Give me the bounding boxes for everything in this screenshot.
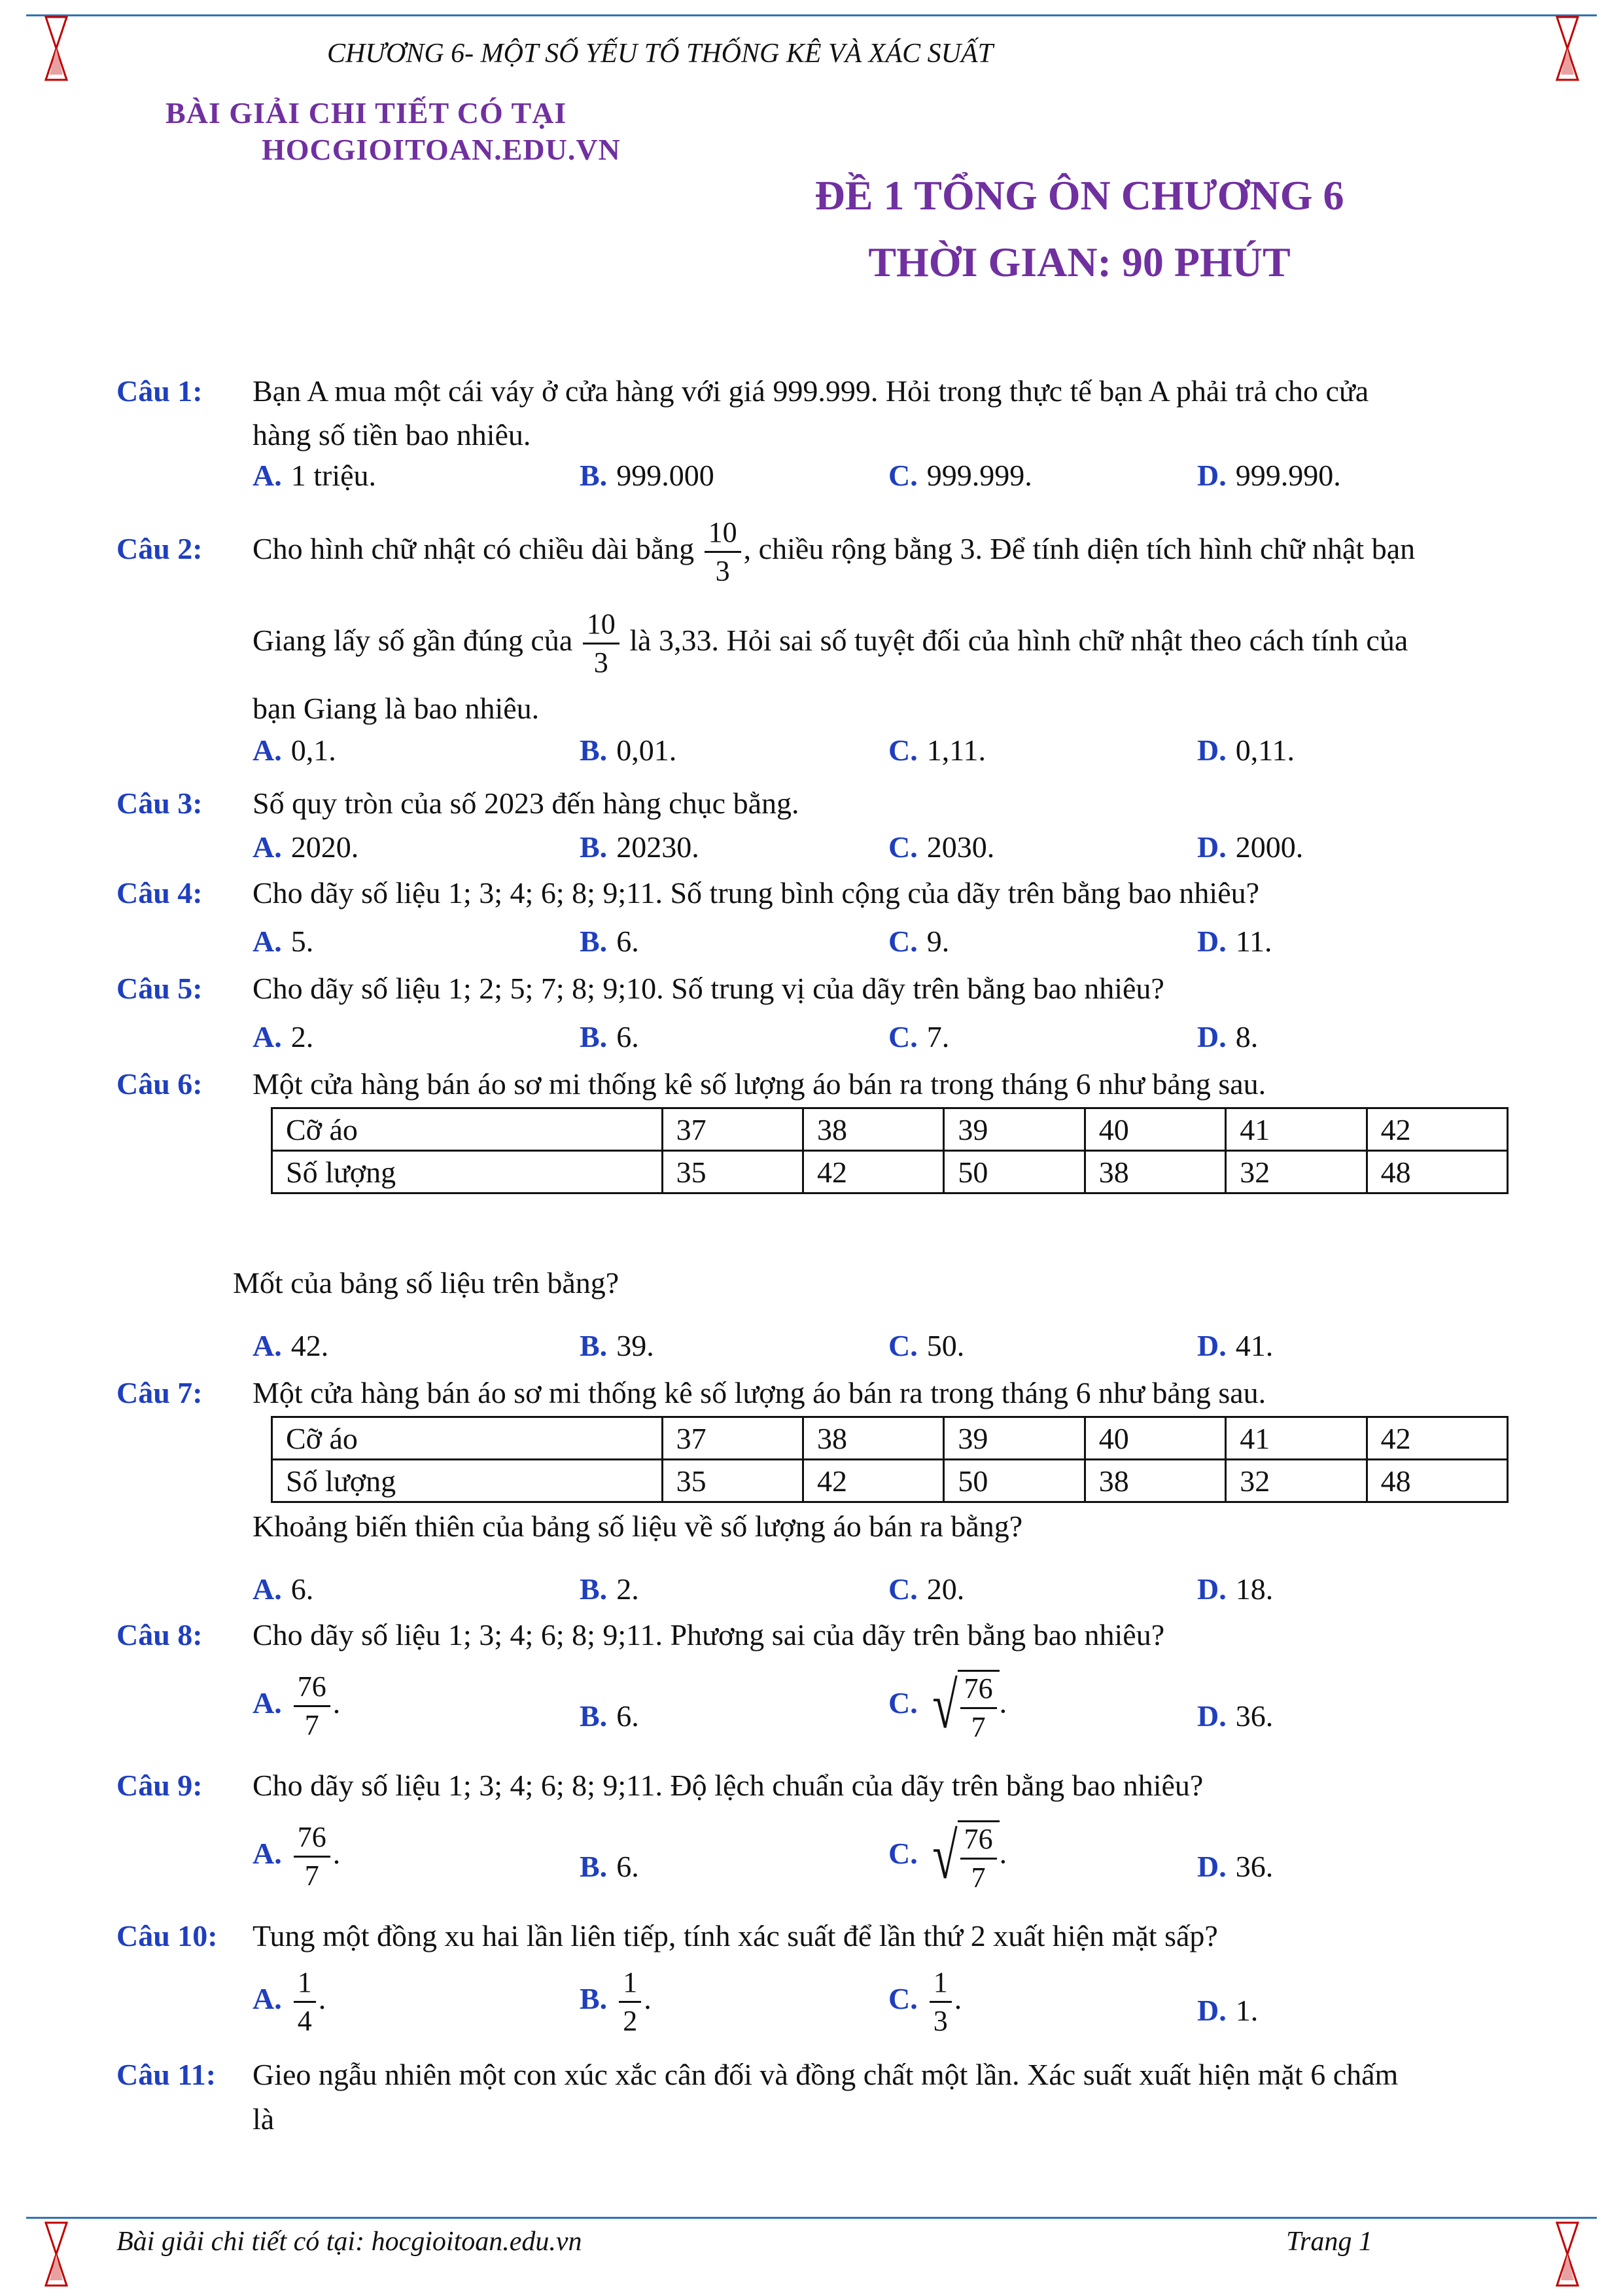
q4-option-d[interactable]: D. 11. (1197, 925, 1272, 958)
table-cell: 41 (1226, 1108, 1367, 1151)
table-cell: 37 (662, 1417, 803, 1460)
q6-option-b[interactable]: B. 39. (580, 1329, 654, 1362)
q8-option-a[interactable]: A. $\frac{76}{7}$ . (253, 1670, 341, 1741)
table-cell: 42 (803, 1460, 944, 1502)
table-cell: 50 (944, 1460, 1085, 1502)
q8-option-d[interactable]: D. 36. (1197, 1699, 1274, 1733)
q4-option-a[interactable]: A. 5. (253, 925, 314, 958)
q7-option-d[interactable]: D. 18. (1197, 1572, 1274, 1606)
q7-option-c[interactable]: C. 20. (888, 1572, 965, 1606)
question-3-label: Câu 3: (116, 786, 203, 820)
table-row (272, 1460, 1508, 1502)
table-cell: 38 (803, 1417, 944, 1460)
question-2-line-2: Giang lấy số gần đúng của $\frac{10}{3}$ là 3,33. Hỏi sai số tuyệt đối của hình chữ nhật theo cách tính của (253, 607, 1408, 679)
q10-option-c[interactable]: C. $\frac{1}{3}$ . (888, 1966, 962, 2037)
table-cell: 42 (1367, 1108, 1507, 1151)
q2-option-d[interactable]: D. 0,11. (1197, 733, 1295, 767)
q3-option-c[interactable]: C. 2030. (888, 830, 995, 864)
q8-option-c[interactable]: C. √ $\frac{76}{7}$ . (888, 1669, 1007, 1743)
q9-option-a[interactable]: A. $\frac{76}{7}$ . (253, 1821, 341, 1892)
q5-option-d[interactable]: D. 8. (1197, 1020, 1259, 1053)
question-2-line-1: Cho hình chữ nhật có chiều dài bằng $\frac{10}{3}$ , chiều rộng bằng 3. Để tính diện tích hình chữ nhật bạn (253, 516, 1416, 587)
q1-option-c[interactable]: C. 999.999. (888, 459, 1032, 492)
question-7-table (271, 1416, 1509, 1503)
q5-option-c[interactable]: C. 7. (888, 1020, 950, 1053)
q4-option-c[interactable]: C. 9. (888, 925, 950, 958)
table-cell: 42 (1367, 1417, 1507, 1460)
question-4-label: Câu 4: (116, 876, 203, 910)
fraction: $\frac{1}{4}$ (294, 1968, 316, 2036)
solution-line-2[interactable]: HOCGIOITOAN.EDU.VN (262, 133, 621, 166)
fraction: $\frac{1}{3}$ (930, 1968, 952, 2036)
table-cell: 41 (1226, 1417, 1367, 1460)
q7-option-b[interactable]: B. 2. (580, 1572, 639, 1606)
q10-option-d[interactable]: D. 1. (1197, 1994, 1259, 2027)
q3-option-a[interactable]: A. 2020. (253, 830, 359, 864)
q2-option-b[interactable]: B. 0,01. (580, 733, 677, 767)
question-11-label: Câu 11: (116, 2058, 217, 2091)
table-cell: 48 (1367, 1460, 1507, 1502)
q1-option-b[interactable]: B. 999.000 (580, 459, 714, 492)
question-6-prompt: Mốt của bảng số liệu trên bằng? (233, 1266, 620, 1299)
question-3-text: Số quy tròn của số 2023 đến hàng chục bằng. (253, 786, 799, 820)
question-2-line-3: bạn Giang là bao nhiêu. (253, 692, 540, 725)
exam-duration: THỜI GIAN: 90 PHÚT (868, 239, 1291, 285)
q10-option-b[interactable]: B. $\frac{1}{2}$ . (580, 1966, 652, 2037)
table-cell: 38 (1085, 1460, 1225, 1502)
question-7-text: Một cửa hàng bán áo sơ mi thống kê số lượng áo bán ra trong tháng 6 như bảng sau. (253, 1376, 1266, 1409)
solution-line-1: BÀI GIẢI CHI TIẾT CÓ TẠI (166, 96, 567, 130)
page-number: Trang 1 (1286, 2227, 1372, 2257)
q9-option-d[interactable]: D. 36. (1197, 1850, 1274, 1883)
question-9-label: Câu 9: (116, 1769, 203, 1802)
question-10-text: Tung một đồng xu hai lần liên tiếp, tính xác suất để lần thứ 2 xuất hiện mặt sấp? (253, 1919, 1218, 1952)
q3-option-d[interactable]: D. 2000. (1197, 830, 1304, 864)
table-cell: 32 (1226, 1151, 1367, 1193)
table-cell: 32 (1226, 1460, 1367, 1502)
table-cell: Số lượng (272, 1151, 663, 1193)
question-5-label: Câu 5: (116, 972, 203, 1005)
question-6-table (271, 1107, 1509, 1194)
q9-option-b[interactable]: B. 6. (580, 1850, 639, 1883)
question-7-label: Câu 7: (116, 1376, 203, 1409)
exam-title: ĐỀ 1 TỔNG ÔN CHƯƠNG 6 (814, 172, 1344, 219)
question-4-text: Cho dãy số liệu 1; 3; 4; 6; 8; 9;11. Số trung bình cộng của dãy trên bằng bao nhiêu? (253, 876, 1260, 910)
table-cell: 40 (1085, 1108, 1225, 1151)
square-root: √ $\frac{76}{7}$ (927, 1820, 1000, 1892)
chapter-header: CHƯƠNG 6- MỘT SỐ YẾU TỐ THỐNG KÊ VÀ XÁC SUẤT (327, 39, 993, 69)
q1-option-a[interactable]: A. 1 triệu. (253, 459, 377, 492)
question-6-label: Câu 6: (116, 1067, 203, 1101)
q5-option-b[interactable]: B. 6. (580, 1020, 639, 1053)
q2-option-a[interactable]: A. 0,1. (253, 733, 336, 767)
fraction-10-3: $\frac{10}{3}$ (705, 518, 741, 586)
q7-option-a[interactable]: A. 6. (253, 1572, 314, 1606)
footer-link[interactable]: Bài giải chi tiết có tại: hocgioitoan.edu.vn (116, 2227, 582, 2257)
q4-option-b[interactable]: B. 6. (580, 925, 639, 958)
table-cell: 50 (944, 1151, 1085, 1193)
q3-option-b[interactable]: B. 20230. (580, 830, 699, 864)
table-row (272, 1151, 1508, 1193)
q6-option-a[interactable]: A. 42. (253, 1329, 329, 1362)
q6-option-d[interactable]: D. 41. (1197, 1329, 1274, 1362)
bottom-left-ornament (43, 2221, 69, 2287)
table-cell: 40 (1085, 1417, 1225, 1460)
question-11-text-cont: là (253, 2102, 275, 2136)
table-cell: Cỡ áo (272, 1108, 663, 1151)
table-cell: 35 (662, 1460, 803, 1502)
question-6-text: Một cửa hàng bán áo sơ mi thống kê số lượng áo bán ra trong tháng 6 như bảng sau. (253, 1067, 1266, 1101)
top-right-ornament (1554, 16, 1580, 81)
table-cell: 38 (1085, 1151, 1225, 1193)
fraction: $\frac{1}{2}$ (619, 1968, 641, 2036)
top-rule (26, 14, 1597, 16)
question-9-text: Cho dãy số liệu 1; 3; 4; 6; 8; 9;11. Độ lệch chuẩn của dãy trên bằng bao nhiêu? (253, 1769, 1204, 1802)
table-cell: 39 (944, 1108, 1085, 1151)
table-cell: 42 (803, 1151, 944, 1193)
table-cell: Số lượng (272, 1460, 663, 1502)
bottom-rule (26, 2217, 1597, 2219)
table-row (272, 1417, 1508, 1460)
q10-option-a[interactable]: A. $\frac{1}{4}$ . (253, 1966, 326, 2037)
question-1-text: Bạn A mua một cái váy ở cửa hàng với giá 999.999. Hỏi trong thực tế bạn A phải trả cho cửa (253, 374, 1369, 408)
question-11-text: Gieo ngẫu nhiên một con xúc xắc cân đối và đồng chất một lần. Xác suất xuất hiện mặt 6 chấm (253, 2058, 1399, 2091)
question-1-label: Câu 1: (116, 374, 203, 408)
question-5-text: Cho dãy số liệu 1; 2; 5; 7; 8; 9;10. Số trung vị của dãy trên bằng bao nhiêu? (253, 972, 1164, 1005)
table-cell: 39 (944, 1417, 1085, 1460)
table-cell: 48 (1367, 1151, 1507, 1193)
fraction-10-3: $\frac{10}{3}$ (583, 610, 620, 677)
table-cell: 37 (662, 1108, 803, 1151)
q6-option-c[interactable]: C. 50. (888, 1329, 965, 1362)
square-root: √ $\frac{76}{7}$ (927, 1670, 1000, 1742)
question-1-text-cont: hàng số tiền bao nhiêu. (253, 418, 531, 451)
bottom-right-ornament (1554, 2221, 1580, 2287)
q5-option-a[interactable]: A. 2. (253, 1020, 314, 1053)
q9-option-c[interactable]: C. √ $\frac{76}{7}$ . (888, 1820, 1007, 1894)
question-8-label: Câu 8: (116, 1618, 203, 1651)
table-cell: 38 (803, 1108, 944, 1151)
top-left-ornament (43, 16, 69, 81)
q1-option-d[interactable]: D. 999.990. (1197, 459, 1341, 492)
question-2-label: Câu 2: (116, 532, 203, 565)
q8-option-b[interactable]: B. 6. (580, 1699, 639, 1733)
question-8-text: Cho dãy số liệu 1; 3; 4; 6; 8; 9;11. Phương sai của dãy trên bằng bao nhiêu? (253, 1618, 1165, 1651)
table-cell: 35 (662, 1151, 803, 1193)
question-10-label: Câu 10: (116, 1919, 218, 1952)
table-row (272, 1108, 1508, 1151)
question-7-prompt: Khoảng biến thiên của bảng số liệu về số lượng áo bán ra bằng? (253, 1510, 1023, 1543)
fraction: $\frac{76}{7}$ (294, 1823, 330, 1890)
q2-option-c[interactable]: C. 1,11. (888, 733, 986, 767)
table-cell: Cỡ áo (272, 1417, 663, 1460)
fraction: $\frac{76}{7}$ (294, 1672, 330, 1740)
